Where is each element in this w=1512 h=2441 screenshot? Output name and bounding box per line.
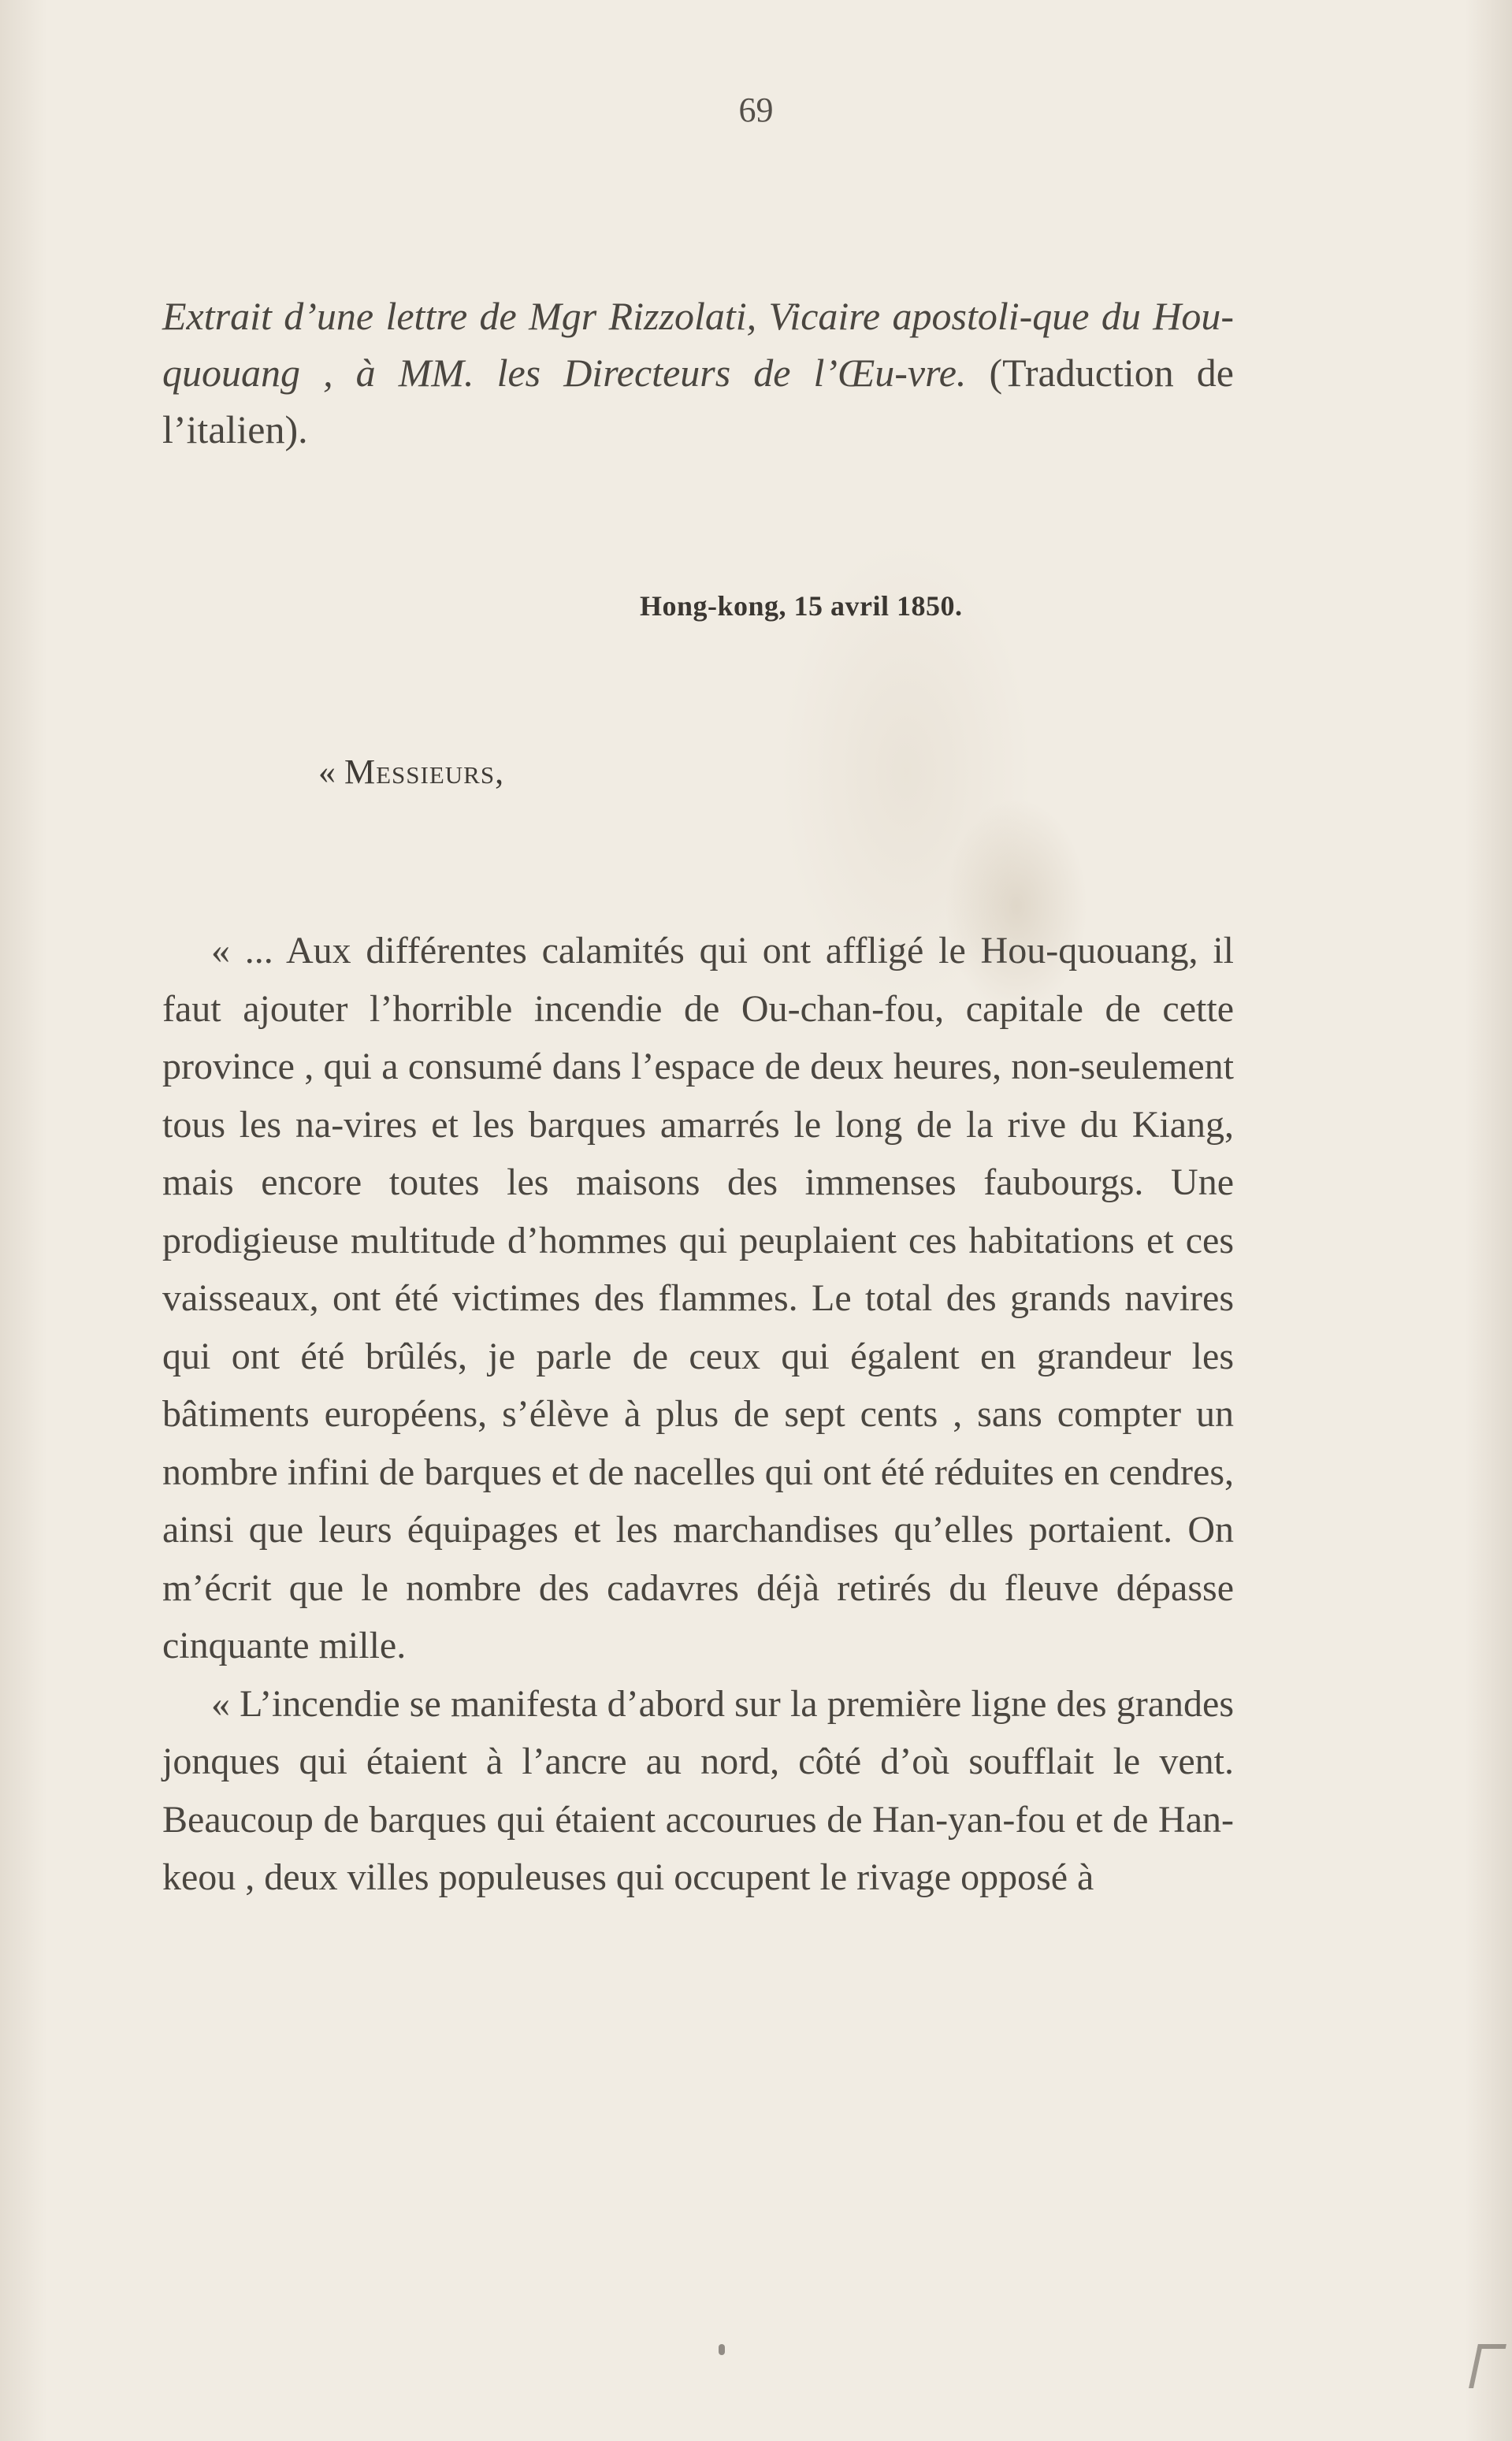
letter-body bbox=[162, 922, 1234, 1907]
salutation-close: , bbox=[495, 752, 504, 791]
letter-heading bbox=[162, 288, 1234, 458]
corner-mark bbox=[1469, 2344, 1506, 2388]
heading-note: (Traduction de l’italien). bbox=[162, 351, 1234, 451]
salutation-open: « bbox=[318, 752, 344, 791]
dateline: Hong-kong, 15 avril 1850. bbox=[640, 590, 963, 622]
paragraph-2: « L’incendie se manifesta d’abord sur la première ligne des grandes jonques qui étaient à l’ancre au nord, côté d’où soufflait le vent. Beaucoup de barques qui étaient accourues de Han-yan-fou et de Han-keou , deux villes populeuses qui occupent le rivage opposé à bbox=[162, 1682, 1234, 1898]
paragraph-1: « ... Aux différentes calamités qui ont affligé le Hou-quouang, il faut ajouter l’horrible incendie de Ou-chan-fou, capitale de cette province , qui a consumé dans l’espace de deux heures, non-seulement tous les na-vires et les barques amarrés le long de la rive du Kiang, mais encore toutes les maisons des immenses faubourgs. Une prodigieuse multitude d’hommes qui peuplaient ces habitations et ces vaisseaux, ont été victimes des flammes. Le total des grands navires qui ont été brûlés, je parle de ceux qui égalent en grandeur les bâtiments européens, s’élève à plus de sept cents , sans compter un nombre infini de barques et de nacelles qui ont été réduites en cendres, ainsi que leurs équipages et les marchandises qu’elles portaient. On m’écrit que le nombre des cadavres déjà retirés du fleuve dépasse cinquante mille. bbox=[162, 930, 1234, 1666]
page-number: 69 bbox=[738, 91, 774, 129]
salutation bbox=[318, 749, 503, 796]
salutation-name: Messieurs bbox=[344, 752, 496, 791]
heading-title: Extrait d’une lettre de Mgr Rizzolati, Vicaire apostoli-que du Hou-quouang , à MM. les Directeurs de l’Œu-vre. bbox=[162, 294, 1234, 395]
ink-dot bbox=[719, 2344, 725, 2355]
